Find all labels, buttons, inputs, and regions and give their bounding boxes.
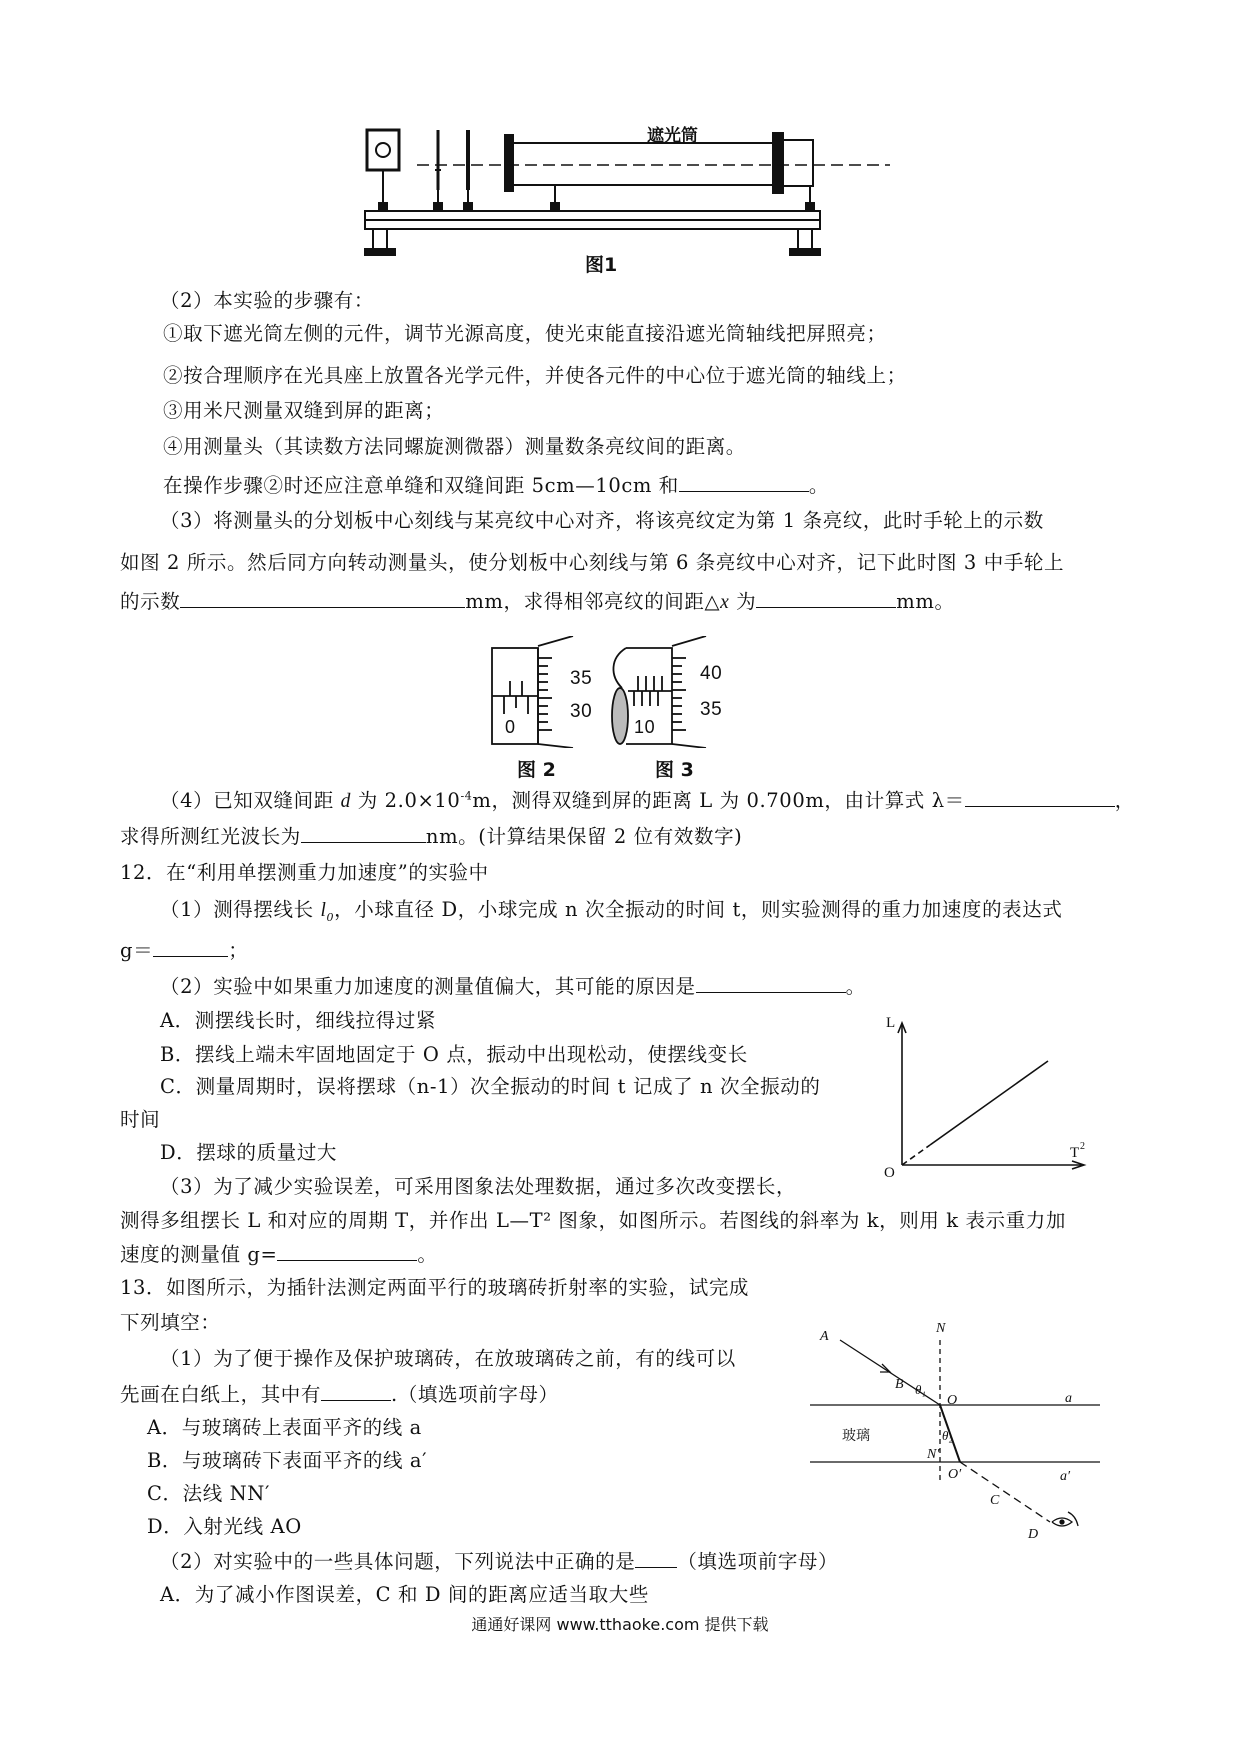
q11-part2-title: （2）本实验的步骤有： bbox=[160, 289, 375, 312]
figure-1-tube-label: 遮光筒 bbox=[647, 126, 698, 146]
fig2-scale-35: 35 bbox=[570, 668, 593, 689]
graph-y-label: L bbox=[886, 1015, 896, 1031]
q11-step1: ①取下遮光筒左侧的元件，调节光源高度，使光束能直接沿遮光筒轴线把屏照亮； bbox=[163, 322, 887, 345]
q12-p2-blank[interactable] bbox=[696, 976, 846, 993]
q13-title-line2: 下列填空： bbox=[120, 1311, 221, 1334]
diagram-label-D: D bbox=[1028, 1527, 1039, 1542]
q12-part3-line1: （3）为了减少实验误差，可采用图象法处理数据，通过多次改变摆长， bbox=[160, 1175, 797, 1198]
glass-refraction-diagram bbox=[810, 1310, 1110, 1550]
q11-part3-mm2: mm。 bbox=[896, 590, 955, 613]
q13-option-c: C．法线 NN′ bbox=[147, 1482, 270, 1505]
diagram-label-theta1: θ₁ bbox=[915, 1382, 926, 1397]
figure-1-optical-bench bbox=[355, 115, 895, 275]
q11-note-text: 在操作步骤②时还应注意单缝和双缝间距 5cm—10cm 和 bbox=[163, 474, 679, 497]
q12-option-c2: 时间 bbox=[120, 1108, 161, 1131]
q12-p1-a: （1）测得摆线长 bbox=[160, 898, 321, 921]
diagram-label-A: A bbox=[820, 1329, 829, 1344]
fig2-scale-30: 30 bbox=[570, 701, 593, 722]
fig2-main-zero: 0 bbox=[505, 717, 516, 737]
q12-option-c1: C．测量周期时，误将摆球（n-1）次全振动的时间 t 记成了 n 次全振动的 bbox=[160, 1075, 821, 1098]
q12-part2 bbox=[160, 976, 866, 997]
q11-p4-b: 为 2.0×10 bbox=[350, 789, 461, 812]
q12-p3-g: 速度的测量值 g= bbox=[120, 1243, 278, 1266]
q13-option-a: A．与玻璃砖上表面平齐的线 a bbox=[147, 1416, 422, 1439]
q12-title: 12．在“利用单摆测重力加速度”的实验中 bbox=[120, 861, 489, 884]
q11-step4: ④用测量头（其读数方法同螺旋测微器）测量数条亮纹间的距离。 bbox=[163, 435, 746, 458]
diagram-label-N: N bbox=[936, 1321, 946, 1336]
q13-p2-end: （填选项前字母） bbox=[677, 1550, 839, 1573]
q11-p4-d: d bbox=[340, 791, 351, 812]
q11-part4-line1 bbox=[160, 790, 1135, 812]
q12-g-label: g＝ bbox=[120, 939, 154, 962]
q12-p1-sub: 0 bbox=[326, 910, 335, 924]
q11-part4-line2 bbox=[120, 826, 742, 847]
q12-part3-line3 bbox=[120, 1244, 438, 1265]
q11-part3-line1: （3）将测量头的分划板中心刻线与某亮纹中心对齐，将该亮纹定为第 1 条亮纹，此时手轮上的示数 bbox=[160, 509, 1044, 532]
fig3-main-ten: 10 bbox=[634, 717, 656, 737]
q11-reading-blank[interactable] bbox=[180, 591, 465, 608]
diagram-label-theta2: θ₂ bbox=[942, 1428, 953, 1443]
diagram-label-glass: 玻璃 bbox=[842, 1429, 870, 1444]
q12-part1 bbox=[160, 900, 1062, 923]
graph-origin: O bbox=[884, 1165, 895, 1180]
diagram-label-a2: a′ bbox=[1060, 1469, 1071, 1484]
q12-part3-line2: 测得多组摆长 L 和对应的周期 T，并作出 L—T² 图象，如图所示。若图线的斜率为 k，则用 k 表示重力加 bbox=[120, 1209, 1066, 1232]
q11-note-end: 。 bbox=[808, 474, 829, 497]
q11-part3-line3 bbox=[120, 591, 955, 613]
q13-option-b: B．与玻璃砖下表面平齐的线 a′ bbox=[147, 1449, 428, 1472]
q11-p4-a: （4）已知双缝间距 bbox=[160, 789, 341, 812]
q11-p4-l2b: nm。(计算结果保留 2 位有效数字) bbox=[425, 825, 743, 848]
q13-part2-option-a: A．为了减小作图误差，C 和 D 间的距离应适当取大些 bbox=[160, 1583, 649, 1606]
q13-part2 bbox=[160, 1551, 838, 1572]
diagram-label-C: C bbox=[990, 1493, 1000, 1508]
q11-note bbox=[163, 475, 829, 496]
figure-2-caption: 图 2 bbox=[517, 759, 556, 781]
q13-p2-text: （2）对实验中的一些具体问题，下列说法中正确的是 bbox=[160, 1550, 636, 1573]
figure-3-micrometer bbox=[606, 636, 716, 748]
q12-g-end: ； bbox=[228, 939, 249, 962]
diagram-label-B: B bbox=[895, 1377, 904, 1392]
figure-3-caption: 图 3 bbox=[655, 759, 694, 781]
q13-p1-blank[interactable] bbox=[321, 1384, 391, 1401]
q11-step2: ②按合理顺序在光具座上放置各光学元件，并使各元件的中心位于遮光筒的轴线上； bbox=[163, 364, 907, 387]
graph-x-label: T bbox=[1070, 1145, 1080, 1161]
q11-step3: ③用米尺测量双缝到屏的距离； bbox=[163, 399, 445, 422]
q11-formula-blank[interactable] bbox=[965, 790, 1115, 807]
fig3-scale-40: 40 bbox=[700, 663, 723, 684]
q11-p4-end: ， bbox=[1114, 789, 1135, 812]
q13-part1-line2 bbox=[120, 1384, 559, 1405]
q11-part3-line2: 如图 2 所示。然后同方向转动测量头，使分划板中心刻线与第 6 条亮纹中心对齐，记下此时图 3 中手轮上 bbox=[120, 551, 1065, 574]
q13-part1-line1: （1）为了便于操作及保护玻璃砖，在放玻璃砖之前，有的线可以 bbox=[160, 1347, 736, 1370]
q11-spacing-blank[interactable] bbox=[756, 591, 896, 608]
q13-p1-end: .（填选项前字母） bbox=[391, 1383, 559, 1406]
graph-x-sup: 2 bbox=[1080, 1141, 1085, 1152]
q12-p3-blank[interactable] bbox=[277, 1244, 417, 1261]
l-t2-graph bbox=[880, 1005, 1100, 1180]
diagram-label-a: a bbox=[1065, 1391, 1072, 1406]
diagram-label-O: O bbox=[947, 1393, 958, 1408]
q12-p2-end: 。 bbox=[845, 975, 866, 998]
diagram-label-N2: N′ bbox=[927, 1447, 940, 1462]
page-footer: 通通好课网 www.tthaoke.com 提供下载 bbox=[471, 1615, 769, 1634]
q12-g-blank[interactable] bbox=[153, 940, 228, 957]
q11-part3-label: 的示数 bbox=[120, 590, 181, 613]
q11-wavelength-blank[interactable] bbox=[301, 826, 426, 843]
q11-note-blank[interactable] bbox=[679, 475, 809, 492]
q11-p4-l2a: 求得所测红光波长为 bbox=[120, 825, 301, 848]
q12-option-d: D．摆球的质量过大 bbox=[160, 1141, 338, 1164]
diagram-label-O2: O′ bbox=[948, 1467, 962, 1482]
fig3-scale-35: 35 bbox=[700, 699, 723, 720]
q12-p3-end: 。 bbox=[417, 1243, 438, 1266]
q13-p2-blank[interactable] bbox=[635, 1551, 677, 1568]
q13-p1-text: 先画在白纸上，其中有 bbox=[120, 1383, 322, 1406]
q11-part3-wei: 为 bbox=[729, 590, 757, 613]
q11-p4-c: m，测得双缝到屏的距离 L 为 0.700m，由计算式 λ＝ bbox=[472, 789, 965, 812]
q12-option-a: A．测摆线长时，细线拉得过紧 bbox=[160, 1009, 436, 1032]
q11-part3-mm: mm，求得相邻亮纹的间距△ bbox=[465, 590, 721, 613]
q12-p2-text: （2）实验中如果重力加速度的测量值偏大，其可能的原因是 bbox=[160, 975, 696, 998]
q12-part1-g bbox=[120, 940, 248, 961]
q11-part3-x: x bbox=[720, 592, 730, 613]
figure-1-caption: 图1 bbox=[585, 254, 618, 276]
q11-p4-exp: -4 bbox=[460, 789, 473, 803]
q12-p1-l: l bbox=[320, 900, 327, 921]
q13-option-d: D．入射光线 AO bbox=[147, 1515, 302, 1538]
q12-option-b: B．摆线上端未牢固地固定于 O 点，振动中出现松动，使摆线变长 bbox=[160, 1043, 748, 1066]
q12-p1-b: ，小球直径 D，小球完成 n 次全振动的时间 t，则实验测得的重力加速度的表达式 bbox=[334, 898, 1063, 921]
q13-title-line1: 13．如图所示，为插针法测定两面平行的玻璃砖折射率的实验，试完成 bbox=[120, 1276, 750, 1299]
